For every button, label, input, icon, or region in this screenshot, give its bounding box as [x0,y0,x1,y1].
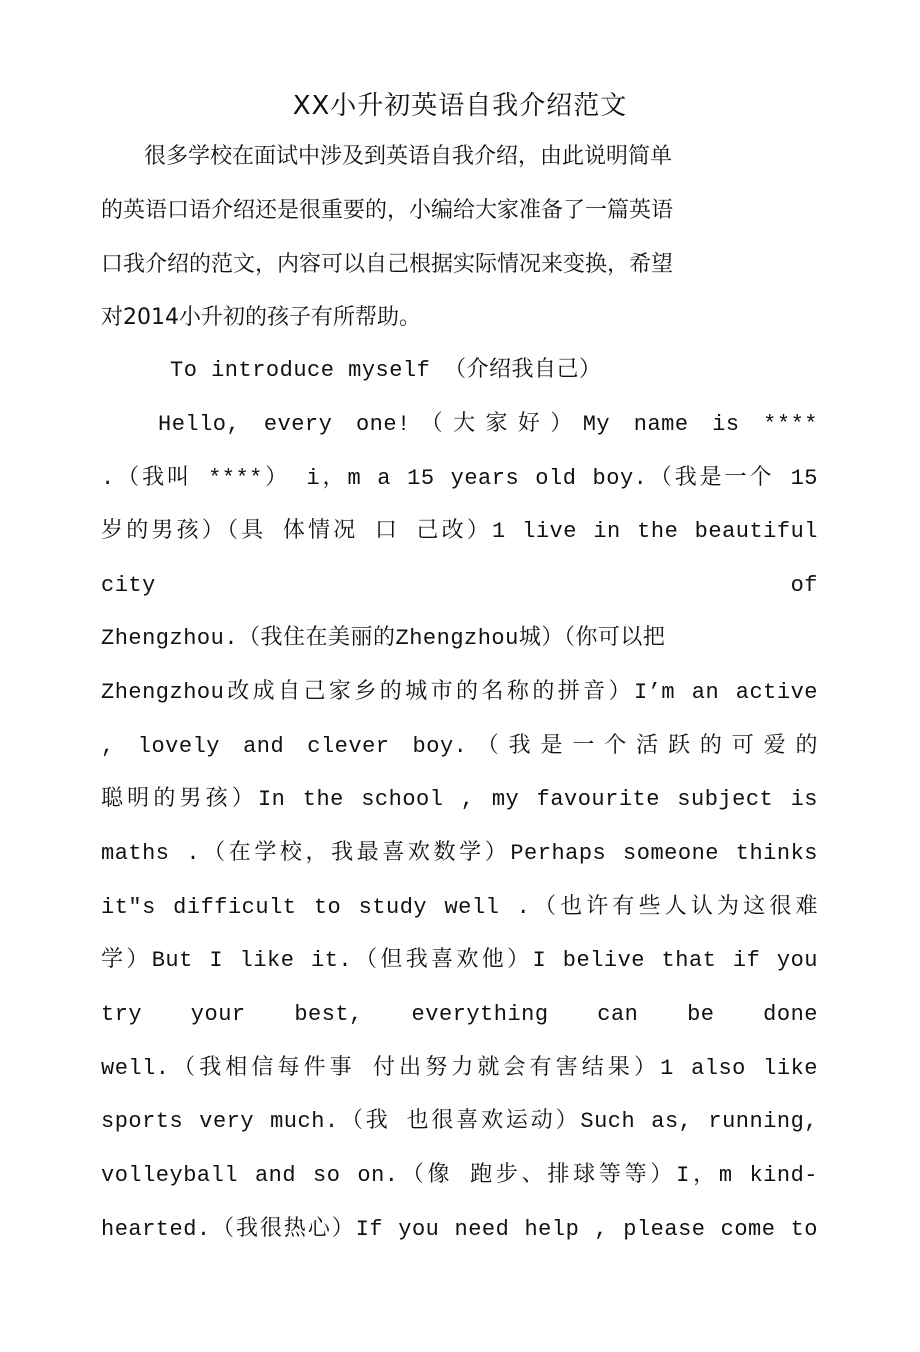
body-line-7: , lovely and clever boy.（我是一个活跃的可爱的 [101,734,818,759]
body-line-9: maths .（在学校，我最喜欢数学）Perhaps someone thinks [101,841,818,866]
body-line-14: sports very much.（我 也很喜欢运动）Such as, running, [101,1109,818,1134]
intro-line-1: 很多学校在面试中涉及到英语自我介绍，由此说明简单 [144,144,673,169]
body-line-5: Zhengzhou.（我住在美丽的Zhengzhou城）（你可以把 [101,626,666,651]
body-line-16: hearted.（我很热心）If you need help , please come to [101,1217,818,1242]
intro-line-2: 的英语口语介绍还是很重要的，小编给大家准备了一篇英语 [101,198,674,223]
intro-line-3: 口我介绍的范文，内容可以自己根据实际情况来变换，希望 [101,252,674,277]
document-title: XX小升初英语自我介绍范文 [292,91,628,121]
body-line-2: .（我叫 ****） i，m a 15 years old boy.（我是一个 15 [101,466,818,491]
body-line-8: 聪明的男孩）In the school , my favourite subject is [101,787,818,812]
body-line-3: 岁的男孩）（具 体情况 口 己改）1 live in the beautiful [101,519,818,544]
body-line-12: try your best, everything can be done [101,1002,818,1027]
intro-line-4: 对2014小升初的孩子有所帮助。 [101,305,421,330]
subheading: To introduce myself （介绍我自己） [170,358,602,383]
body-line-15: volleyball and so on.（像 跑步、排球等等）I，m kind- [101,1163,818,1188]
body-line-10: it″s difficult to study well .（也许有些人认为这很难 [101,895,818,920]
body-line-4: city of [101,573,818,598]
body-line-6: Zhengzhou改成自己家乡的城市的名称的拼音）I’m an active [101,680,818,705]
body-line-13: well.（我相信每件事 付出努力就会有害结果）1 also like [101,1056,818,1081]
body-line-11: 学）But I like it.（但我喜欢他）I belive that if you [101,948,818,973]
body-line-1: Hello, every one!（大家好）My name is **** [158,412,818,437]
